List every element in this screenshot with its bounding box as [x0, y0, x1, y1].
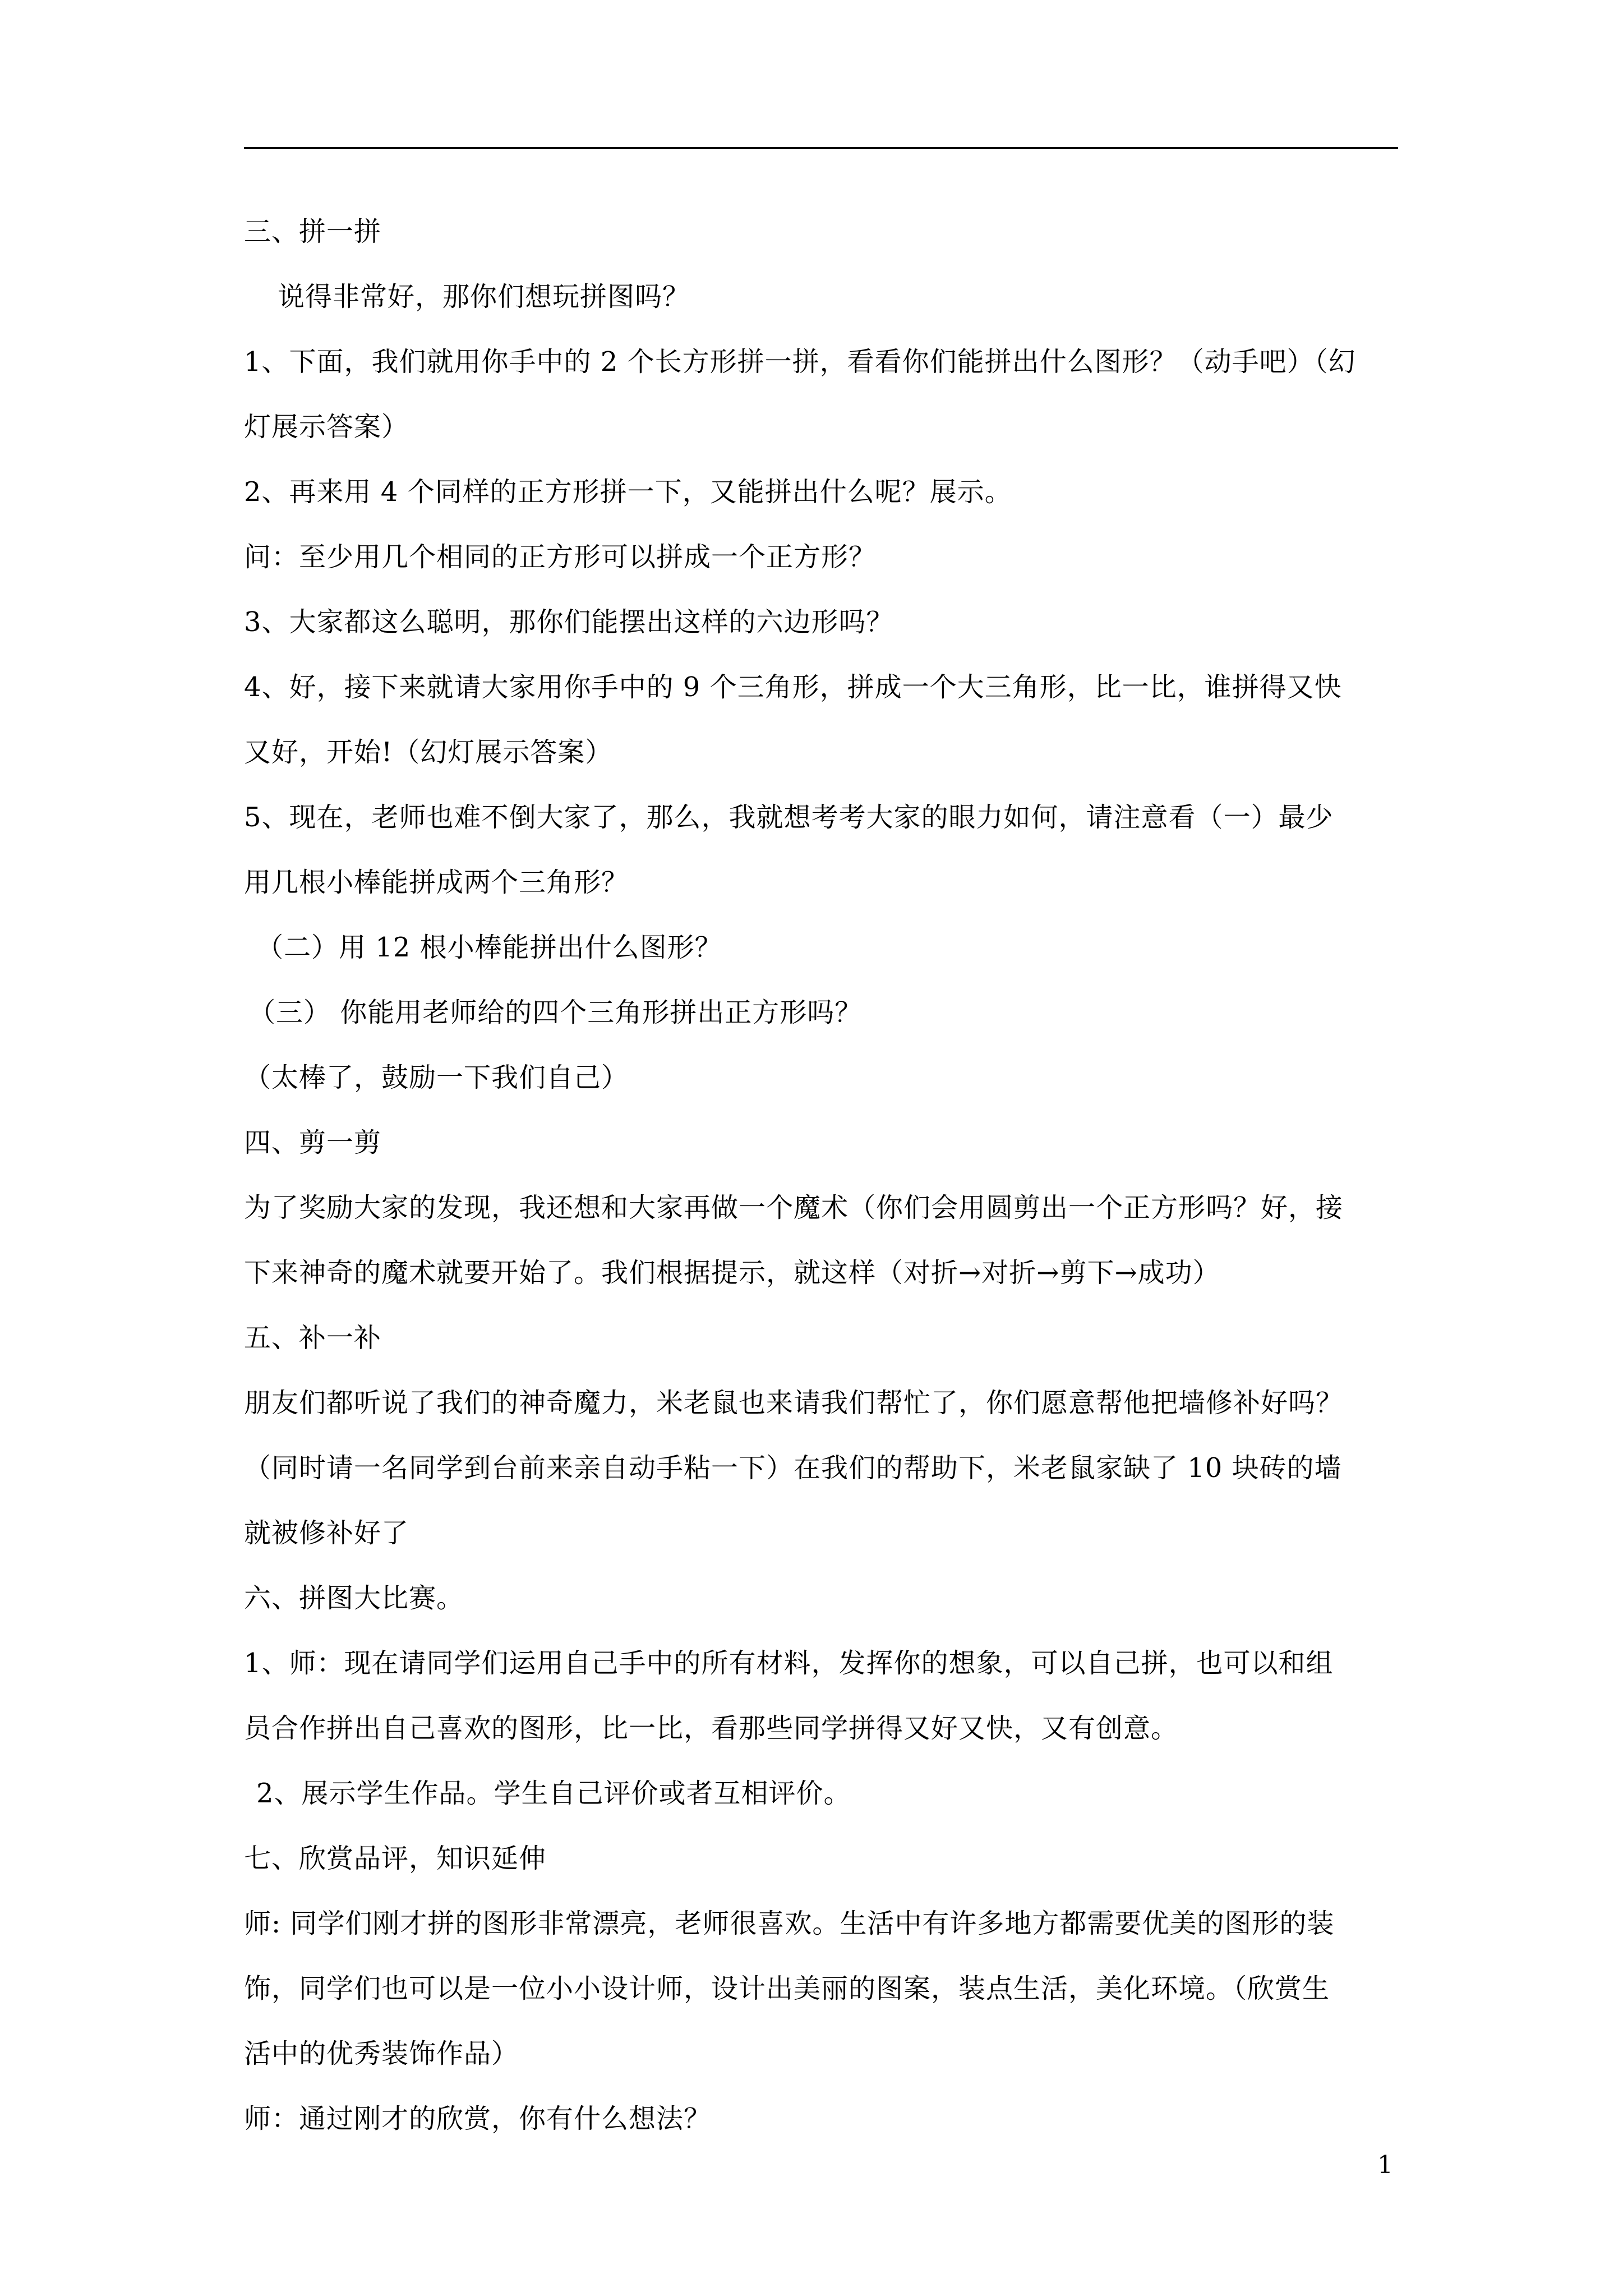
- section-heading-7: 七、欣赏品评，知识延伸: [244, 1843, 547, 1874]
- section-heading-6: 六、拼图大比赛。: [244, 1582, 464, 1614]
- paragraph-line: 下来神奇的魔术就要开始了。我们根据提示，就这样（对折→对折→剪下→成功）: [244, 1257, 1220, 1289]
- document-body: [244, 199, 1398, 2151]
- page-number: 1: [1377, 2151, 1393, 2179]
- paragraph-line: 师: 同学们刚才拼的图形非常漂亮，老师很喜欢。生活中有许多地方都需要优美的图形的装: [244, 1908, 1335, 1939]
- paragraph-line: 又好，开始!（幻灯展示答案）: [244, 737, 613, 768]
- paragraph-line: 说得非常好，那你们想玩拼图吗？: [278, 281, 690, 312]
- paragraph-line: 活中的优秀装饰作品）: [244, 2038, 519, 2069]
- paragraph-line: 灯展示答案）: [244, 411, 409, 443]
- paragraph-line: 4、好，接下来就请大家用你手中的 9 个三角形，拼成一个大三角形，比一比，谁拼得又快: [244, 671, 1342, 703]
- paragraph-line: （同时请一名同学到台前来亲自动手粘一下）在我们的帮助下，米老鼠家缺了 10 块砖的墙: [244, 1452, 1342, 1484]
- paragraph-line: 用几根小棒能拼成两个三角形？: [244, 867, 629, 898]
- paragraph-line: 饰，同学们也可以是一位小小设计师，设计出美丽的图案，装点生活，美化环境。（欣赏生: [244, 1973, 1330, 2004]
- paragraph-line: 5、现在，老师也难不倒大家了，那么，我就想考考大家的眼力如何，请注意看（一）最少: [244, 802, 1334, 833]
- paragraph-line: 2、展示学生作品。学生自己评价或者互相评价。: [256, 1778, 851, 1809]
- paragraph-line: 2、再来用 4 个同样的正方形拼一下，又能拼出什么呢？展示。: [244, 476, 1012, 508]
- paragraph-line: 为了奖励大家的发现，我还想和大家再做一个魔术（你们会用圆剪出一个正方形吗？好，接: [244, 1192, 1344, 1223]
- paragraph-line: 问：至少用几个相同的正方形可以拼成一个正方形？: [244, 541, 877, 573]
- header-rule: [244, 147, 1398, 149]
- paragraph-line: 朋友们都听说了我们的神奇魔力，米老鼠也来请我们帮忙了，你们愿意帮他把墙修补好吗？: [244, 1387, 1344, 1419]
- paragraph-line: （太棒了，鼓励一下我们自己）: [244, 1062, 629, 1093]
- paragraph-line: （三） 你能用老师给的四个三角形拼出正方形吗？: [248, 997, 863, 1028]
- section-heading-4: 四、剪一剪: [244, 1127, 382, 1158]
- paragraph-line: 1、下面，我们就用你手中的 2 个长方形拼一拼，看看你们能拼出什么图形？（动手吧）（幻: [244, 346, 1356, 378]
- section-heading-3: 三、拼一拼: [244, 216, 382, 247]
- paragraph-line: 1、师：现在请同学们运用自己手中的所有材料，发挥你的想象，可以自己拼，也可以和组: [244, 1648, 1334, 1679]
- section-heading-5: 五、补一补: [244, 1322, 382, 1354]
- paragraph-line: 3、大家都这么聪明，那你们能摆出这样的六边形吗？: [244, 606, 894, 638]
- paragraph-line: 就被修补好了: [244, 1517, 409, 1549]
- paragraph-line: （二）用 12 根小棒能拼出什么图形？: [256, 932, 722, 963]
- paragraph-line: 员合作拼出自己喜欢的图形，比一比，看那些同学拼得又好又快，又有创意。: [244, 1713, 1179, 1744]
- paragraph-line: 师：通过刚才的欣赏，你有什么想法？: [244, 2103, 712, 2134]
